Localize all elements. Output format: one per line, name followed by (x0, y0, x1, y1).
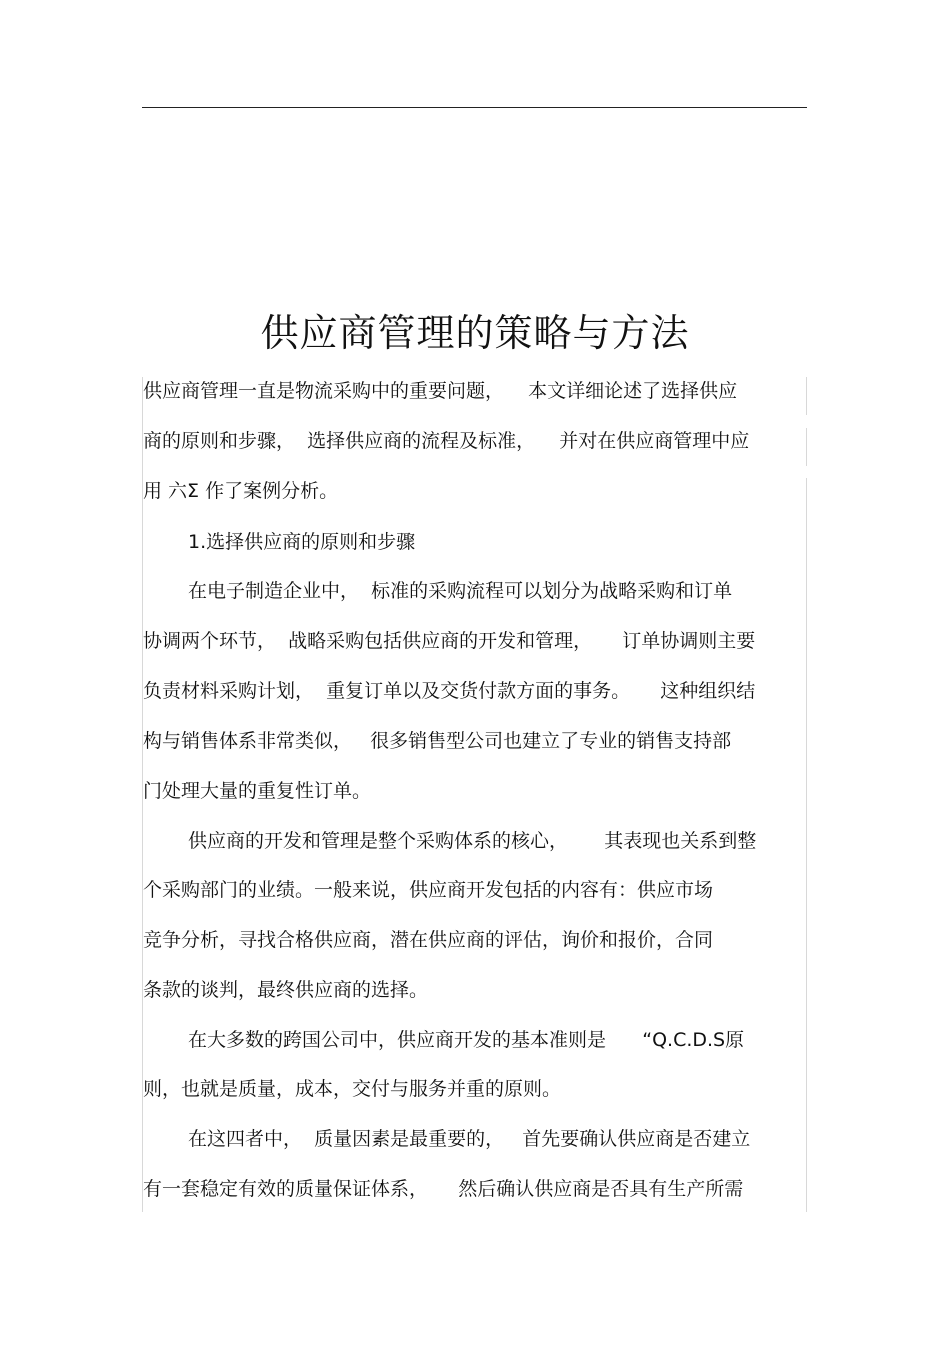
paragraph-line: 门处理大量的重复性订单。 (143, 780, 372, 802)
paragraph-line: 供应商管理一直是物流采购中的重要问题， 本文详细论述了选择供应 (143, 380, 738, 402)
document-title: 供应商管理的策略与方法 (260, 311, 690, 355)
paragraph-line: 用 六Σ 作了案例分析。 (143, 480, 339, 502)
frame-line-right-2 (806, 428, 807, 466)
section-heading: 1.选择供应商的原则和步骤 (188, 531, 416, 553)
paragraph-line: 供应商的开发和管理是整个采购体系的核心， 其表现也关系到整 (188, 830, 757, 852)
paragraph-line: 在电子制造企业中， 标准的采购流程可以划分为战略采购和订单 (188, 580, 733, 602)
paragraph-line: 则，也就是质量，成本，交付与服务并重的原则。 (143, 1078, 562, 1100)
paragraph-line: 在大多数的跨国公司中，供应商开发的基本准则是 “Q.C.D.S原 (188, 1029, 745, 1051)
frame-line-right-1 (806, 377, 807, 415)
paragraph-line: 条款的谈判，最终供应商的选择。 (143, 979, 429, 1001)
paragraph-line: 构与销售体系非常类似， 很多销售型公司也建立了专业的销售支持部 (143, 730, 732, 752)
paragraph-line: 负责材料采购计划， 重复订单以及交货付款方面的事务。 这种组织结 (143, 680, 756, 702)
paragraph-line: 在这四者中， 质量因素是最重要的， 首先要确认供应商是否建立 (188, 1128, 751, 1150)
paragraph-line: 竞争分析，寻找合格供应商，潜在供应商的评估，询价和报价，合同 (143, 929, 714, 951)
paragraph-line: 协调两个环节， 战略采购包括供应商的开发和管理， 订单协调则主要 (143, 630, 756, 652)
header-rule (142, 107, 807, 108)
paragraph-line: 个采购部门的业绩。一般来说，供应商开发包括的内容有：供应市场 (143, 879, 714, 901)
paragraph-line: 商的原则和步骤， 选择供应商的流程及标准， 并对在供应商管理中应 (143, 430, 750, 452)
paragraph-line: 有一套稳定有效的质量保证体系， 然后确认供应商是否具有生产所需 (143, 1178, 744, 1200)
